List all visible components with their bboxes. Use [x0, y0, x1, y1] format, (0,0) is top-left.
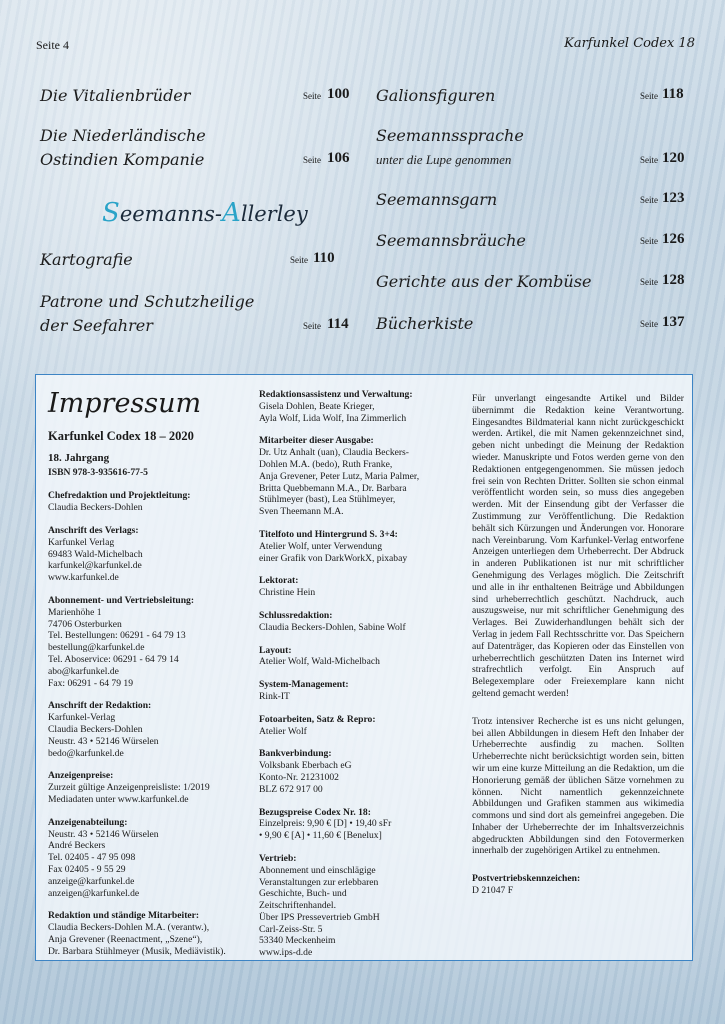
- impressum-block-line: Stühlmeyer (bast), Lea Stühlmeyer,: [259, 494, 396, 506]
- impressum-block-line: Über IPS Pressevertrieb GmbH: [259, 911, 380, 923]
- toc-page-number: 128: [662, 272, 685, 288]
- impressum-block-line: Fax 02405 - 9 55 29: [48, 863, 126, 875]
- toc-seite-label: Seite: [303, 321, 321, 331]
- impressum-block-heading: Fotoarbeiten, Satz & Repro:: [259, 713, 376, 725]
- impressum-block: [259, 575, 459, 599]
- impressum-block-line: • 9,90 € [A] • 11,60 € [Benelux]: [259, 830, 382, 842]
- impressum-box: [35, 374, 693, 961]
- postvertrieb-value: D 21047 F: [472, 885, 514, 897]
- toc-seite-label: Seite: [290, 255, 308, 265]
- toc-seite-label: Seite: [303, 91, 321, 101]
- impressum-block: [48, 770, 248, 805]
- impressum-block: [259, 529, 459, 564]
- impressum-block-line: Tel. Aboservice: 06291 - 64 79 14: [48, 653, 179, 665]
- impressum-block-line: Zeitschriftenhandel.: [259, 900, 336, 912]
- toc-entry-seemannsgarn[interactable]: [376, 188, 688, 212]
- impressum-block-line: bestellung@karfunkel.de: [48, 642, 145, 654]
- impressum-block: [48, 595, 248, 689]
- isbn: ISBN 978-3-935616-77-5: [48, 466, 148, 478]
- impressum-block-line: Anja Grevener, Peter Lutz, Maria Palmer,: [259, 470, 420, 482]
- toc-entry-seemannsbraeuche[interactable]: [376, 229, 688, 253]
- impressum-block-heading: Redaktionsassistenz und Verwaltung:: [259, 389, 413, 400]
- impressum-block: [259, 645, 459, 669]
- impressum-block: [259, 714, 459, 738]
- impressum-block-line: BLZ 672 917 00: [259, 783, 323, 795]
- impressum-block-line: 53340 Meckenheim: [259, 935, 336, 947]
- impressum-block-line: André Beckers: [48, 840, 106, 852]
- toc-page-number: 110: [313, 250, 335, 266]
- toc-title-line2: der Seefahrer: [40, 316, 153, 335]
- toc-entry-kartografie[interactable]: [40, 248, 352, 272]
- impressum-block-heading: Anzeigenabteilung:: [48, 816, 128, 828]
- toc-title: Seemannsgarn: [376, 190, 498, 209]
- toc-title: Kartografie: [40, 250, 133, 269]
- impressum-block: [259, 435, 459, 518]
- section-heading-seemanns-allerley: [102, 198, 308, 228]
- impressum-block-line: www.karfunkel.de: [48, 572, 119, 584]
- impressum-block-heading: Titelfoto und Hintergrund S. 3+4:: [259, 528, 398, 540]
- heading-part1: eemanns-: [119, 202, 223, 226]
- impressum-block-heading: Abonnement- und Vertriebsleitung:: [48, 594, 195, 606]
- toc-entry-patrone-schutzheilige[interactable]: [40, 290, 352, 338]
- impressum-block-heading: Chefredaktion und Projektleitung:: [48, 490, 191, 502]
- impressum-block: [259, 679, 459, 703]
- publication-title: Karfunkel Codex 18: [564, 36, 695, 51]
- impressum-block-line: Konto-Nr. 21231002: [259, 771, 339, 783]
- toc-seite-label: Seite: [640, 155, 658, 165]
- impressum-block-line: Claudia Beckers-Dohlen, Sabine Wolf: [259, 621, 406, 633]
- impressum-block-line: Volksbank Eberbach eG: [259, 760, 352, 772]
- impressum-block-heading: Bezugspreise Codex Nr. 18:: [259, 806, 371, 818]
- impressum-block: [48, 700, 248, 759]
- toc-seite-label: Seite: [640, 277, 658, 287]
- toc-page-number: 123: [662, 190, 685, 206]
- impressum-block-line: Britta Quebbemann M.A., Dr. Barbara: [259, 482, 407, 494]
- impressum-block-line: Dohlen M.A. (bedo), Ruth Franke,: [259, 458, 393, 470]
- impressum-block-line: Dr. Utz Anhalt (uan), Claudia Beckers-: [259, 447, 409, 459]
- toc-title-line1: Die Niederländische: [40, 126, 206, 145]
- toc-subtitle: unter die Lupe genommen: [376, 152, 512, 167]
- toc-title: Seemannssprache: [376, 126, 524, 145]
- impressum-block-line: Rink-IT: [259, 690, 290, 702]
- impressum-block-line: Fax: 06291 - 64 79 19: [48, 677, 134, 689]
- impressum-block: [48, 490, 248, 514]
- impressum-block-heading: Anschrift der Redaktion:: [48, 700, 152, 712]
- toc-page-number: 126: [662, 231, 685, 247]
- impressum-block-line: Karfunkel Verlag: [48, 536, 115, 548]
- impressum-block-line: 69483 Wald-Michelbach: [48, 548, 143, 560]
- impressum-block: [259, 807, 459, 842]
- impressum-block-heading: Anzeigenpreise:: [48, 770, 114, 782]
- toc-title-line1: Patrone und Schutzheilige: [40, 292, 255, 311]
- impressum-block-line: Atelier Wolf, unter Verwendung: [259, 540, 383, 552]
- toc-title-line2: Ostindien Kompanie: [40, 150, 205, 169]
- impressum-block: [48, 525, 248, 584]
- impressum-block-line: 74706 Osterburken: [48, 618, 122, 630]
- impressum-block-line: Atelier Wolf, Wald-Michelbach: [259, 656, 380, 668]
- toc-entry-seemannssprache[interactable]: [376, 124, 688, 172]
- impressum-block-heading: Bankverbindung:: [259, 748, 332, 760]
- toc-page-number: 106: [327, 150, 350, 166]
- impressum-block-line: Ayla Wolf, Lida Wolf, Ina Zimmerlich: [259, 412, 407, 424]
- heading-initial-s: S: [102, 198, 120, 228]
- impressum-block-line: Dr. Barbara Stühlmeyer (Musik, Mediävistik).: [48, 945, 226, 957]
- impressum-block-heading: System-Management:: [259, 679, 349, 691]
- impressum-block-line: Mediadaten unter www.karfunkel.de: [48, 793, 189, 805]
- toc-entry-ostindien-kompanie[interactable]: [40, 124, 352, 172]
- impressum-block: [259, 389, 459, 424]
- toc-page-number: 118: [662, 86, 684, 102]
- impressum-column-1: [48, 389, 248, 968]
- impressum-block-heading: Anschrift des Verlags:: [48, 524, 139, 536]
- volume-year: 18. Jahrgang: [48, 451, 110, 464]
- impressum-block-line: www.ips-d.de: [259, 947, 313, 959]
- impressum-block-line: anzeigen@karfunkel.de: [48, 887, 140, 899]
- impressum-block-line: Veranstaltungen zur erlebbaren: [259, 876, 379, 888]
- impressum-block-line: Sven Theemann M.A.: [259, 506, 344, 518]
- impressum-block-line: Karfunkel-Verlag: [48, 712, 116, 724]
- heading-part2: llerley: [240, 202, 308, 226]
- toc-page-number: 114: [327, 316, 349, 332]
- impressum-title: Impressum: [48, 388, 202, 419]
- toc-title: Seemannsbräuche: [376, 231, 526, 250]
- impressum-block-heading: Layout:: [259, 644, 292, 656]
- impressum-block-line: karfunkel@karfunkel.de: [48, 560, 142, 572]
- toc-entry-buecherkiste[interactable]: [376, 312, 688, 336]
- toc-page-number: 100: [327, 86, 350, 102]
- impressum-block-line: Claudia Beckers-Dohlen: [48, 723, 143, 735]
- impressum-block: [48, 817, 248, 900]
- impressum-block-line: abo@karfunkel.de: [48, 665, 119, 677]
- magazine-issue: Karfunkel Codex 18 – 2020: [48, 429, 194, 443]
- toc-entry-gerichte-kombuese[interactable]: [376, 270, 688, 294]
- toc-seite-label: Seite: [640, 236, 658, 246]
- impressum-block-line: Gisela Dohlen, Beate Krieger,: [259, 400, 375, 412]
- impressum-block: [259, 748, 459, 795]
- impressum-block-line: Tel. 02405 - 47 95 098: [48, 852, 136, 864]
- page-number: Seite 4: [36, 38, 69, 52]
- toc-title: Bücherkiste: [376, 314, 474, 333]
- toc-page-number: 137: [662, 314, 685, 330]
- toc-entry-galionsfiguren[interactable]: [376, 84, 688, 108]
- toc-title: Die Vitalienbrüder: [40, 86, 191, 105]
- impressum-block-line: Atelier Wolf: [259, 725, 307, 737]
- impressum-block-heading: Vertrieb:: [259, 852, 297, 864]
- impressum-block-line: anzeige@karfunkel.de: [48, 875, 135, 887]
- impressum-block-line: Geschichte, Buch- und: [259, 888, 347, 900]
- heading-initial-a: A: [222, 198, 241, 228]
- toc-entry-vitalienbrueder[interactable]: [40, 84, 352, 108]
- toc-seite-label: Seite: [303, 155, 321, 165]
- impressum-block-line: Christine Hein: [259, 587, 316, 599]
- impressum-column-3: [472, 393, 684, 897]
- toc-seite-label: Seite: [640, 319, 658, 329]
- impressum-block-line: einer Grafik von DarkWorkX, pixabay: [259, 552, 408, 564]
- impressum-block-heading: Lektorat:: [259, 575, 299, 587]
- copyright-paragraph: Trotz intensiver Recherche ist es uns nicht gelungen, bei allen Abbildungen in diesem Heft den Inhaber der Urheberrechte ausfindig zu machen. Sollten Urheberrechte nicht berücksichtigt worden sein, bitten wir um eine kurze Mitteilung an die Redaktion, um die Honorierung gemäß der üblichen Sätze vornehmen zu können. Nicht namentlich gekennzeichnete Abbildungen und Grafiken stammen aus wikimedia commons und sind dort als gemeinfrei angegeben. Die Inhaber der Urheberrechte der im Inhaltsverzeichnis abgedruckten Abbildungen sind den Fotovermerken innerhalb der zugehörigen Artikel zu entnehmen.: [472, 715, 684, 857]
- impressum-block-heading: Redaktion und ständige Mitarbeiter:: [48, 910, 200, 922]
- postvertrieb-heading: Postvertriebskennzeichen:: [472, 873, 581, 885]
- impressum-block-line: Anja Grevener (Reenactment, „Szene“),: [48, 933, 203, 945]
- toc-seite-label: Seite: [640, 195, 658, 205]
- impressum-block: [48, 910, 248, 957]
- impressum-block-heading: Mitarbeiter dieser Ausgabe:: [259, 435, 374, 447]
- toc-title: Galionsfiguren: [376, 86, 496, 105]
- impressum-block-line: Claudia Beckers-Dohlen: [48, 502, 143, 514]
- impressum-block-line: Carl-Zeiss-Str. 5: [259, 923, 323, 935]
- impressum-block-line: Einzelpreis: 9,90 € [D] • 19,40 sFr: [259, 818, 392, 830]
- impressum-column-2: [259, 389, 459, 970]
- impressum-block-heading: Schlussredaktion:: [259, 609, 333, 621]
- toc-page-number: 120: [662, 150, 685, 166]
- toc-title: Gerichte aus der Kombüse: [376, 272, 592, 291]
- impressum-block-line: Neustr. 43 • 52146 Würselen: [48, 828, 159, 840]
- toc-seite-label: Seite: [640, 91, 658, 101]
- impressum-block-line: Tel. Bestellungen: 06291 - 64 79 13: [48, 630, 186, 642]
- impressum-block-line: Abonnement und einschlägige: [259, 864, 376, 876]
- disclaimer-paragraph: Für unverlangt eingesandte Artikel und Bilder übernimmt die Redaktion keine Verantwortung. Eingesandtes Bildmaterial kann nicht zurückgeschickt werden. Artikel, die mit Namen gekennzeichnet sind, geben nicht unbedingt die Meinung der Redaktion wieder. Manuskripte und Fotos werden gerne von den Redaktionen entgegengenommen. Sie müssen jedoch frei sein von Rechten Dritter. Sollten sie schon einmal veröffentlicht worden sein, so muss dies angegeben werden. Mit der Einsendung gibt der Verfasser die Zustimmung zur Veröffentlichung. Die Redaktion behält sich Kürzungen und Änderungen vor. Honorare nach Vereinbarung. Vom Karfunkel-Verlag entworfene Anzeigen unterliegen dem Urheberrecht. Der Abdruck in anderen Publikationen ist nur mit schriftlicher Genehmigung des Verlages möglich. Die Zeitschrift und alle in ihr enthaltenen Beiträge und Abbildungen sind urheberrechtlich geschützt. Nachdruck, auch auszugsweise, nur mit schriftlicher Genehmigung des Verlages. Bei Zuwiderhandlungen behält sich der Verlag in jedem Fall Rechtsschritte vor. Das Speichern auf Datenträger, das Kopieren oder das Einstellen von urheberrechtlich geschützten Daten ins Internet wird strafrechtlich verfolgt. Ein Anspruch auf Belegexemplare oder Freiexemplare kann nicht geltend gemacht werden!: [472, 393, 684, 699]
- impressum-block-line: bedo@karfunkel.de: [48, 747, 124, 759]
- impressum-block-line: Neustr. 43 • 52146 Würselen: [48, 735, 159, 747]
- impressum-block: [259, 610, 459, 634]
- impressum-block: [259, 853, 459, 959]
- col2-blocks: [259, 389, 459, 959]
- col1-blocks: [48, 490, 248, 957]
- impressum-block-line: Marienhöhe 1: [48, 606, 102, 618]
- impressum-block-line: Zurzeit gültige Anzeigenpreisliste: 1/2019: [48, 782, 210, 794]
- impressum-block-line: Claudia Beckers-Dohlen M.A. (verantw.),: [48, 922, 210, 934]
